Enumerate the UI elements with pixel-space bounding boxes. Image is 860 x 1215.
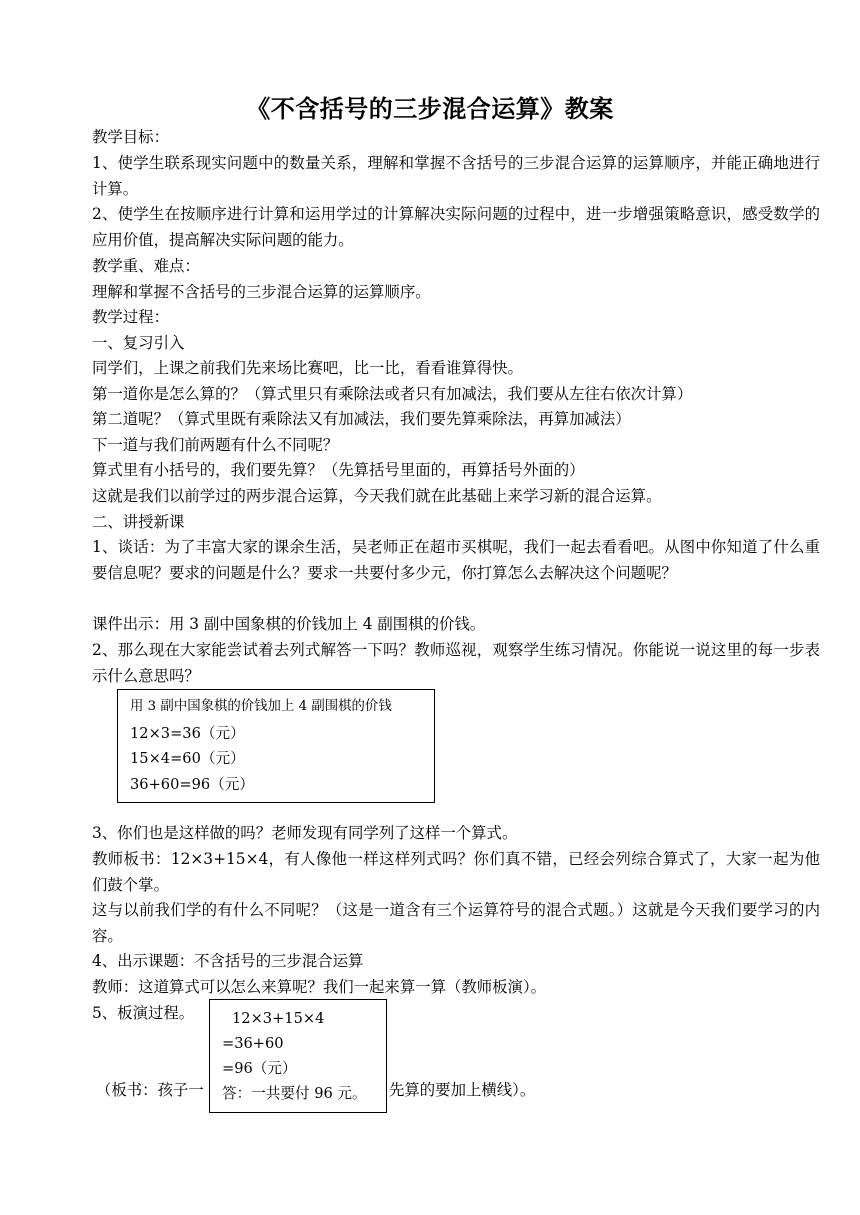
box-line: 15×4=60（元） [130,750,245,767]
paragraph: 一、复习引入 [92,334,185,352]
box-line: =96（元） [222,1060,297,1077]
calculation-box [117,689,435,803]
box-line: 12×3=36（元） [130,725,245,742]
paragraph: 3、你们也是这样做的吗？老师发现有同学列了这样一个算式。 [92,824,518,842]
box-line: =36+60 [222,1035,284,1052]
paragraph: 2、那么现在大家能尝试着去列式解答一下吗？教师巡视，观察学生练习情况。你能说一说这里的每一步表示什么意思吗？ [92,641,820,685]
paragraph: 理解和掌握不含括号的三步混合运算的运算顺序。 [92,283,431,301]
paragraph: 教学重、难点： [92,257,200,275]
note-right-fragment: 先算的要加上横线）。 [389,1081,536,1099]
paragraph: 算式里有小括号的，我们要先算？（先算括号里面的，再算括号外面的） [92,461,585,479]
paragraph: 同学们，上课之前我们先来场比赛吧，比一比，看看谁算得快。 [92,359,523,377]
paragraph: 2、使学生在按顺序进行计算和运用学过的计算解决实际问题的过程中，进一步增强策略意识，感受数学的应用价值，提高解决实际问题的能力。 [92,205,820,249]
paragraph: 这与以前我们学的有什么不同呢？（这是一道含有三个运算符号的混合式题。）这就是今天我们要学习的内容。 [92,901,820,945]
paragraph: 教师板书：12×3+15×4，有人像他一样这样列式吗？你们真不错，已经会列综合算式了，大家一起为他们鼓个掌。 [92,850,820,894]
paragraph: 教师：这道算式可以怎么来算呢？我们一起来算一算（教师板演）。 [92,978,547,996]
box-line: 36+60=96（元） [130,776,254,793]
paragraph: 1、使学生联系现实问题中的数量关系，理解和掌握不含括号的三步混合运算的运算顺序，并能正确地进行计算。 [92,154,820,198]
paragraph: 教学过程： [92,308,169,326]
box-line: 答：一共要付 96 元。 [222,1085,367,1102]
paragraph: 1、谈话：为了丰富大家的课余生活，吴老师正在超市买棋呢，我们一起去看看吧。从图中你知道了什么重要信息呢？要求的问题是什么？要求一共要付多少元，你打算怎么去解决这个问题呢？ [92,538,820,582]
box-line: 用 3 副中国象棋的价钱加上 4 副围棋的价钱 [130,699,392,714]
paragraph: 二、讲授新课 [92,513,185,531]
paragraph: 4、出示课题：不含括号的三步混合运算 [92,952,364,970]
note-left-fragment: （板书：孩子一 [96,1081,204,1099]
paragraph: 5、板演过程。 [92,1004,195,1022]
paragraph: 教学目标： [92,128,169,146]
paragraph: 这就是我们以前学过的两步混合运算，今天我们就在此基础上来学习新的混合运算。 [92,487,662,505]
document-title: 《不含括号的三步混合运算》教案 [246,95,614,123]
box-line: 12×3+15×4 [232,1010,325,1027]
paragraph: 第二道呢？（算式里既有乘除法又有加减法，我们要先算乘除法，再算加减法） [92,410,631,428]
paragraph: 下一道与我们前两题有什么不同呢？ [92,436,339,454]
paragraph: 第一道你是怎么算的？（算式里只有乘除法或者只有加减法，我们要从左往右依次计算） [92,385,693,403]
board-work-box [209,999,387,1113]
paragraph: 课件出示：用 3 副中国象棋的价钱加上 4 副围棋的价钱。 [92,615,486,633]
